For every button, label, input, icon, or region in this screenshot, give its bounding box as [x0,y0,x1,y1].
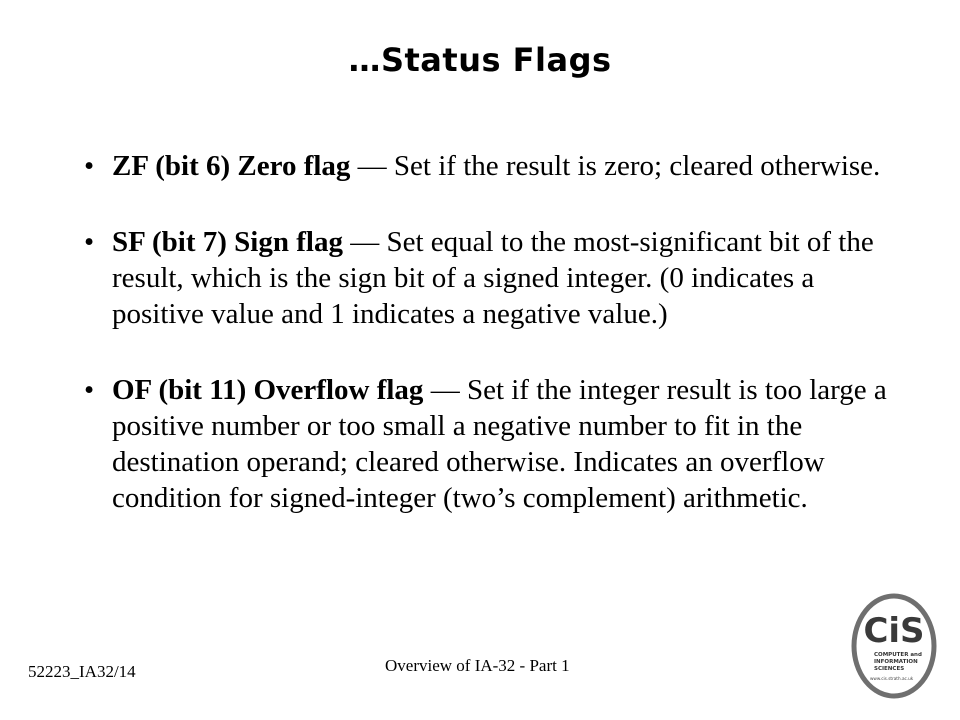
bullet-marker: • [84,226,95,258]
logo-subtitle-line: INFORMATION [874,659,918,665]
bullet-item-zf [84,148,894,184]
bullet-term: SF (bit 7) Sign flag [112,226,343,258]
slide-title: …Status Flags [348,41,612,79]
logo-url: www.cis.strath.ac.uk [870,676,914,681]
logo-subtitle-line: SCIENCES [874,666,905,672]
bullet-item-sf [84,224,894,332]
bullet-text: — Set if the integer result is too large a positive number or too small a negative number to fit in the destination operand; cleared otherwise. Indicates an overflow condition for signed-integer (two’s complement) arithmetic. [112,374,887,514]
bullet-marker: • [84,374,95,406]
logo-subtitle-line: COMPUTER and [874,652,922,658]
bullet-text: — Set equal to the most-significant bit of the result, which is the sign bit of a signed integer. (0 indicates a positive value and 1 indicates a negative value.) [112,226,874,330]
bullet-term: ZF (bit 6) Zero flag [112,150,351,182]
logo-wordmark: CiS [863,611,925,651]
bullet-term: OF (bit 11) Overflow flag [112,374,424,406]
bullet-marker: • [84,150,95,182]
bullet-item-of [84,372,894,516]
cis-logo-icon [848,590,940,702]
footer-course-title: Overview of IA-32 - Part 1 [385,656,570,675]
bullet-list [84,148,894,556]
bullet-text: — Set if the result is zero; cleared otherwise. [350,150,881,182]
footer-slide-id: 52223_IA32/14 [28,662,136,681]
